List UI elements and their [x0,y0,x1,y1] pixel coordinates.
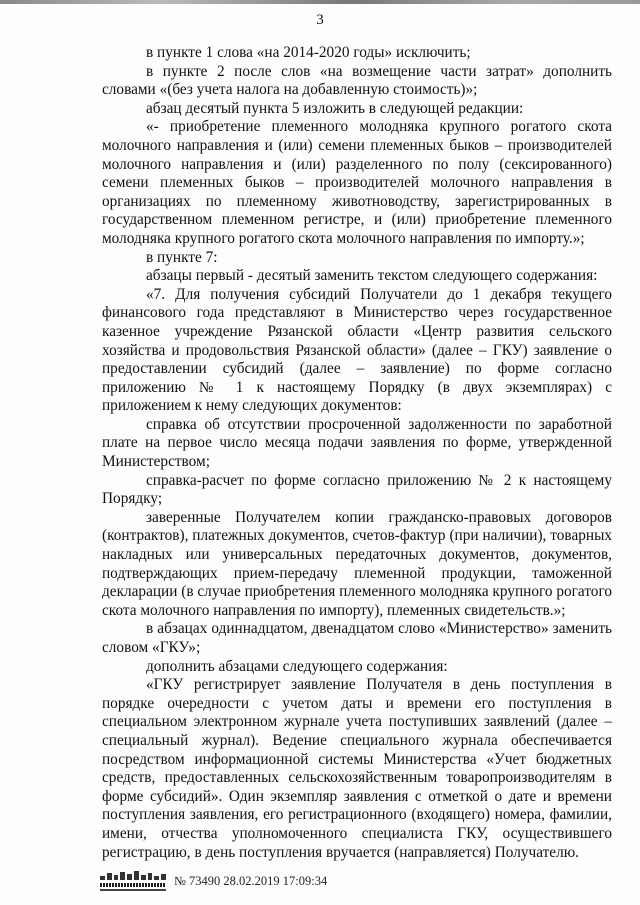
paragraph: в абзацах одиннадцатом, двенадцатом слово «Министерство» заменить словом «ГКУ»; [102,620,612,656]
scan-top-edge [0,0,640,4]
paragraph: «7. Для получения субсидий Получатели до 1 декабря текущего финансового года представляют в Министерство через государственное казенное учреждение Рязанской области «Центр развития сельского хозяйства и продовольствия Рязанской области» (далее – ГКУ) заявление о предоставлении субсидий (далее – заявление) по форме согласно приложению № 1 к настоящему Порядку (в двух экземплярах) с приложением к нему следующих документов: [102,285,612,415]
paragraph: в пункте 1 слова «на 2014-2020 годы» исключить; [146,44,471,61]
registration-number: № 73490 28.02.2019 17:09:34 [174,873,328,888]
document-footer [100,870,327,892]
paragraph: «ГКУ регистрирует заявление Получателя в день поступления в порядке очередности с учетом даты и времени его поступления в специальном электронном журнале учета поступивших заявлений (далее – специальный журнал). Ведение специального журнала обеспечивается посредством информационной системы Министерства «Учет бюджетных средств, предоставленных сельскохозяйственным товаропроизводителям в форме субсидий». Один экземпляр заявления с отметкой о дате и времени поступления заявления, его регистрационного (входящего) номера, фамилии, имени, отчества уполномоченного специалиста ГКУ, осуществившего регистрацию, в день поступления вручается (направляется) Получателю. [102,676,612,861]
paragraph: «- приобретение племенного молодняка крупного рогатого скота молочного направления и (или) семени племенных быков – производителей молочного направления и (или) разделенного по полу (сексированного) семени племенных быков – производителей молочного направления в организациях по племенному животноводству, зарегистрированных в государственном племенном регистре, и (или) приобретение племенного молодняка крупного рогатого скота молочного направления по импорту.»; [102,118,612,247]
paragraph: дополнить абзацами следующего содержания: [146,657,448,675]
page-number: 3 [316,12,324,28]
paragraph: абзацы первый - десятый заменить текстом следующего содержания: [146,267,598,285]
registry-stamp-icon [100,871,166,891]
paragraph: заверенные Получателем копии гражданско-правовых договоров (контрактов), платежных документов, счетов-фактур (при наличии), товарных накладных или универсальных передаточных документов, документов, подтверждающих прием-передачу племенной продукции, таможенной декларации (в случае приобретения племенного молодняка крупного рогатого скота молочного направления по импорту), племенных свидетельств.»; [102,508,612,619]
document-body [102,44,612,862]
paragraph: справка-расчет по форме согласно приложению № 2 к настоящему Порядку; [102,471,612,508]
paragraph: абзац десятый пункта 5 изложить в следующей редакции: [146,99,524,117]
paragraph: справка об отсутствии просроченной задолженности по заработной плате на первое число месяца подачи заявления по форме, утвержденной Министерством; [102,415,612,471]
paragraph: в пункте 2 после слов «на возмещение части затрат» дополнить словами «(без учета налога на добавленную стоимость)»; [102,62,612,99]
paragraph: в пункте 7: [146,248,218,266]
